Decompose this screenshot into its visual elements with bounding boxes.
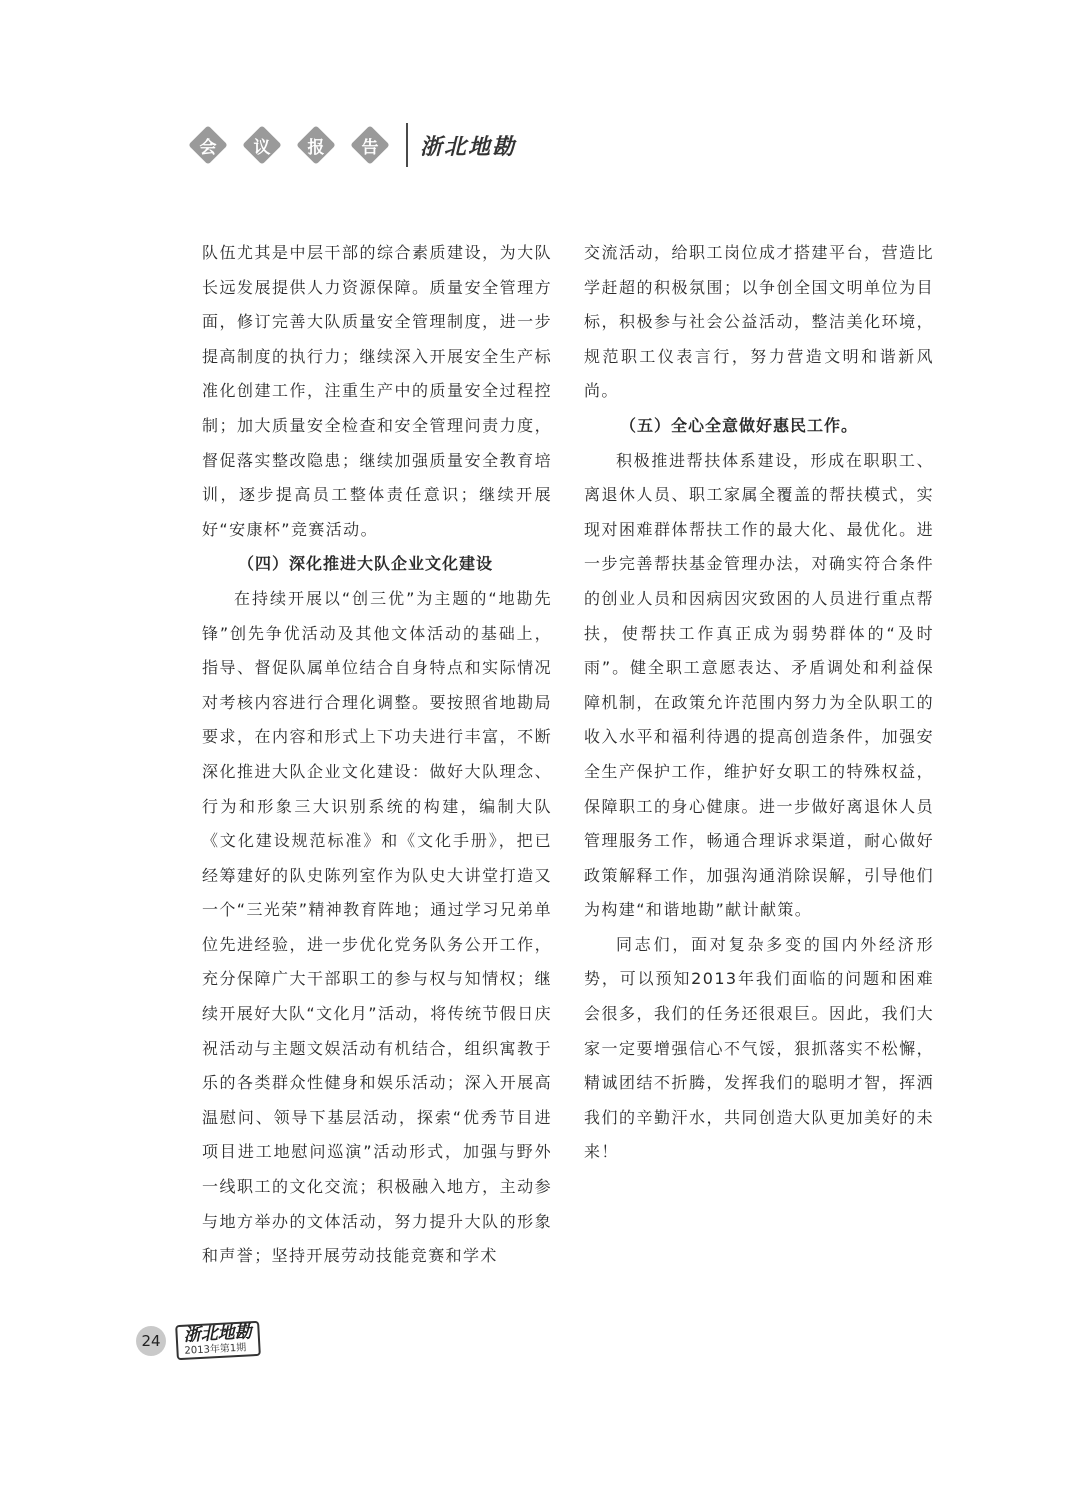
- right-column: [584, 236, 934, 1170]
- page-footer: [136, 1323, 260, 1358]
- section-tag-char-4: 告: [350, 125, 390, 165]
- body-paragraph: 在持续开展以“创三优”为主题的“地勘先锋”创先争优活动及其他文体活动的基础上，指导、督促队属单位结合自身特点和实际情况对考核内容进行合理化调整。要按照省地勘局要求，在内容和形式上下功夫进行丰富，不断深化推进大队企业文化建设：做好大队理念、行为和形象三大识别系统的构建，编制大队《文化建设规范标准》和《文化手册》，把已经筹建好的队史陈列室作为队史大讲堂打造又一个“三光荣”精神教育阵地；通过学习兄弟单位先进经验，进一步优化党务队务公开工作，充分保障广大干部职工的参与权与知情权；继续开展好大队“文化月”活动，将传统节假日庆祝活动与主题文娱活动有机结合，组织寓教于乐的各类群众性健身和娱乐活动；深入开展高温慰问、领导下基层活动，探索“优秀节目进项目进工地慰问巡演”活动形式，加强与野外一线职工的文化交流；积极融入地方，主动参与地方举办的文体活动，努力提升大队的形象和声誉；坚持开展劳动技能竞赛和学术: [202, 588, 552, 1266]
- body-paragraph: 积极推进帮扶体系建设，形成在职职工、离退休人员、职工家属全覆盖的帮扶模式，实现对困难群体帮扶工作的最大化、最优化。进一步完善帮扶基金管理办法，对确实符合条件的创业人员和因病因灾致困的人员进行重点帮扶，使帮扶工作真正成为弱势群体的“及时雨”。健全职工意愿表达、矛盾调处和利益保障机制，在政策允许范围内努力为全队职工的收入水平和福利待遇的提高创造条件，加强安全生产保护工作，维护好女职工的特殊权益，保障职工的身心健康。进一步做好离退休人员管理服务工作，畅通合理诉求渠道，耐心做好政策解释工作，加强沟通消除误解，引导他们为构建“和谐地勘”献计献策。: [584, 450, 934, 920]
- body-paragraph: 队伍尤其是中层干部的综合素质建设，为大队长远发展提供人力资源保障。质量安全管理方面，修订完善大队质量安全管理制度，进一步提高制度的执行力；继续深入开展安全生产标准化创建工作，注重生产中的质量安全过程控制；加大质量安全检查和安全管理问责力度，督促落实整改隐患；继续加强质量安全教育培训，逐步提高员工整体责任意识；继续开展好“安康杯”竞赛活动。: [202, 243, 552, 539]
- section-heading: （五）全心全意做好惠民工作。: [620, 415, 859, 435]
- section-tag-char-1: 会: [188, 125, 228, 165]
- footer-logo: [175, 1321, 261, 1360]
- body-paragraph: 交流活动，给职工岗位成才搭建平台，营造比学赶超的积极氛围；以争创全国文明单位为目标，积极参与社会公益活动，整洁美化环境，规范职工仪表言行，努力营造文明和谐新风尚。: [584, 243, 934, 401]
- header-divider: [406, 123, 408, 167]
- magazine-brand: 浙北地勘: [420, 133, 517, 160]
- section-tag-char-3: 报: [296, 125, 336, 165]
- left-column: [202, 236, 552, 1274]
- section-tag-char-2: 议: [242, 125, 282, 165]
- body-paragraph: 同志们，面对复杂多变的国内外经济形势，可以预知2013年我们面临的问题和困难会很多，我们的任务还很艰巨。因此，我们大家一定要增强信心不气馁，狠抓落实不松懈，精诚团结不折腾，发挥我们的聪明才智，挥洒我们的辛勤汗水，共同创造大队更加美好的未来！: [584, 934, 934, 1162]
- section-heading: （四）深化推进大队企业文化建设: [238, 554, 494, 574]
- footer-logo-title: 浙北地勘: [183, 1322, 253, 1346]
- footer-logo-issue: 2013年第1期: [184, 1342, 247, 1357]
- page-number: 24: [136, 1326, 166, 1356]
- page-header: [188, 120, 516, 170]
